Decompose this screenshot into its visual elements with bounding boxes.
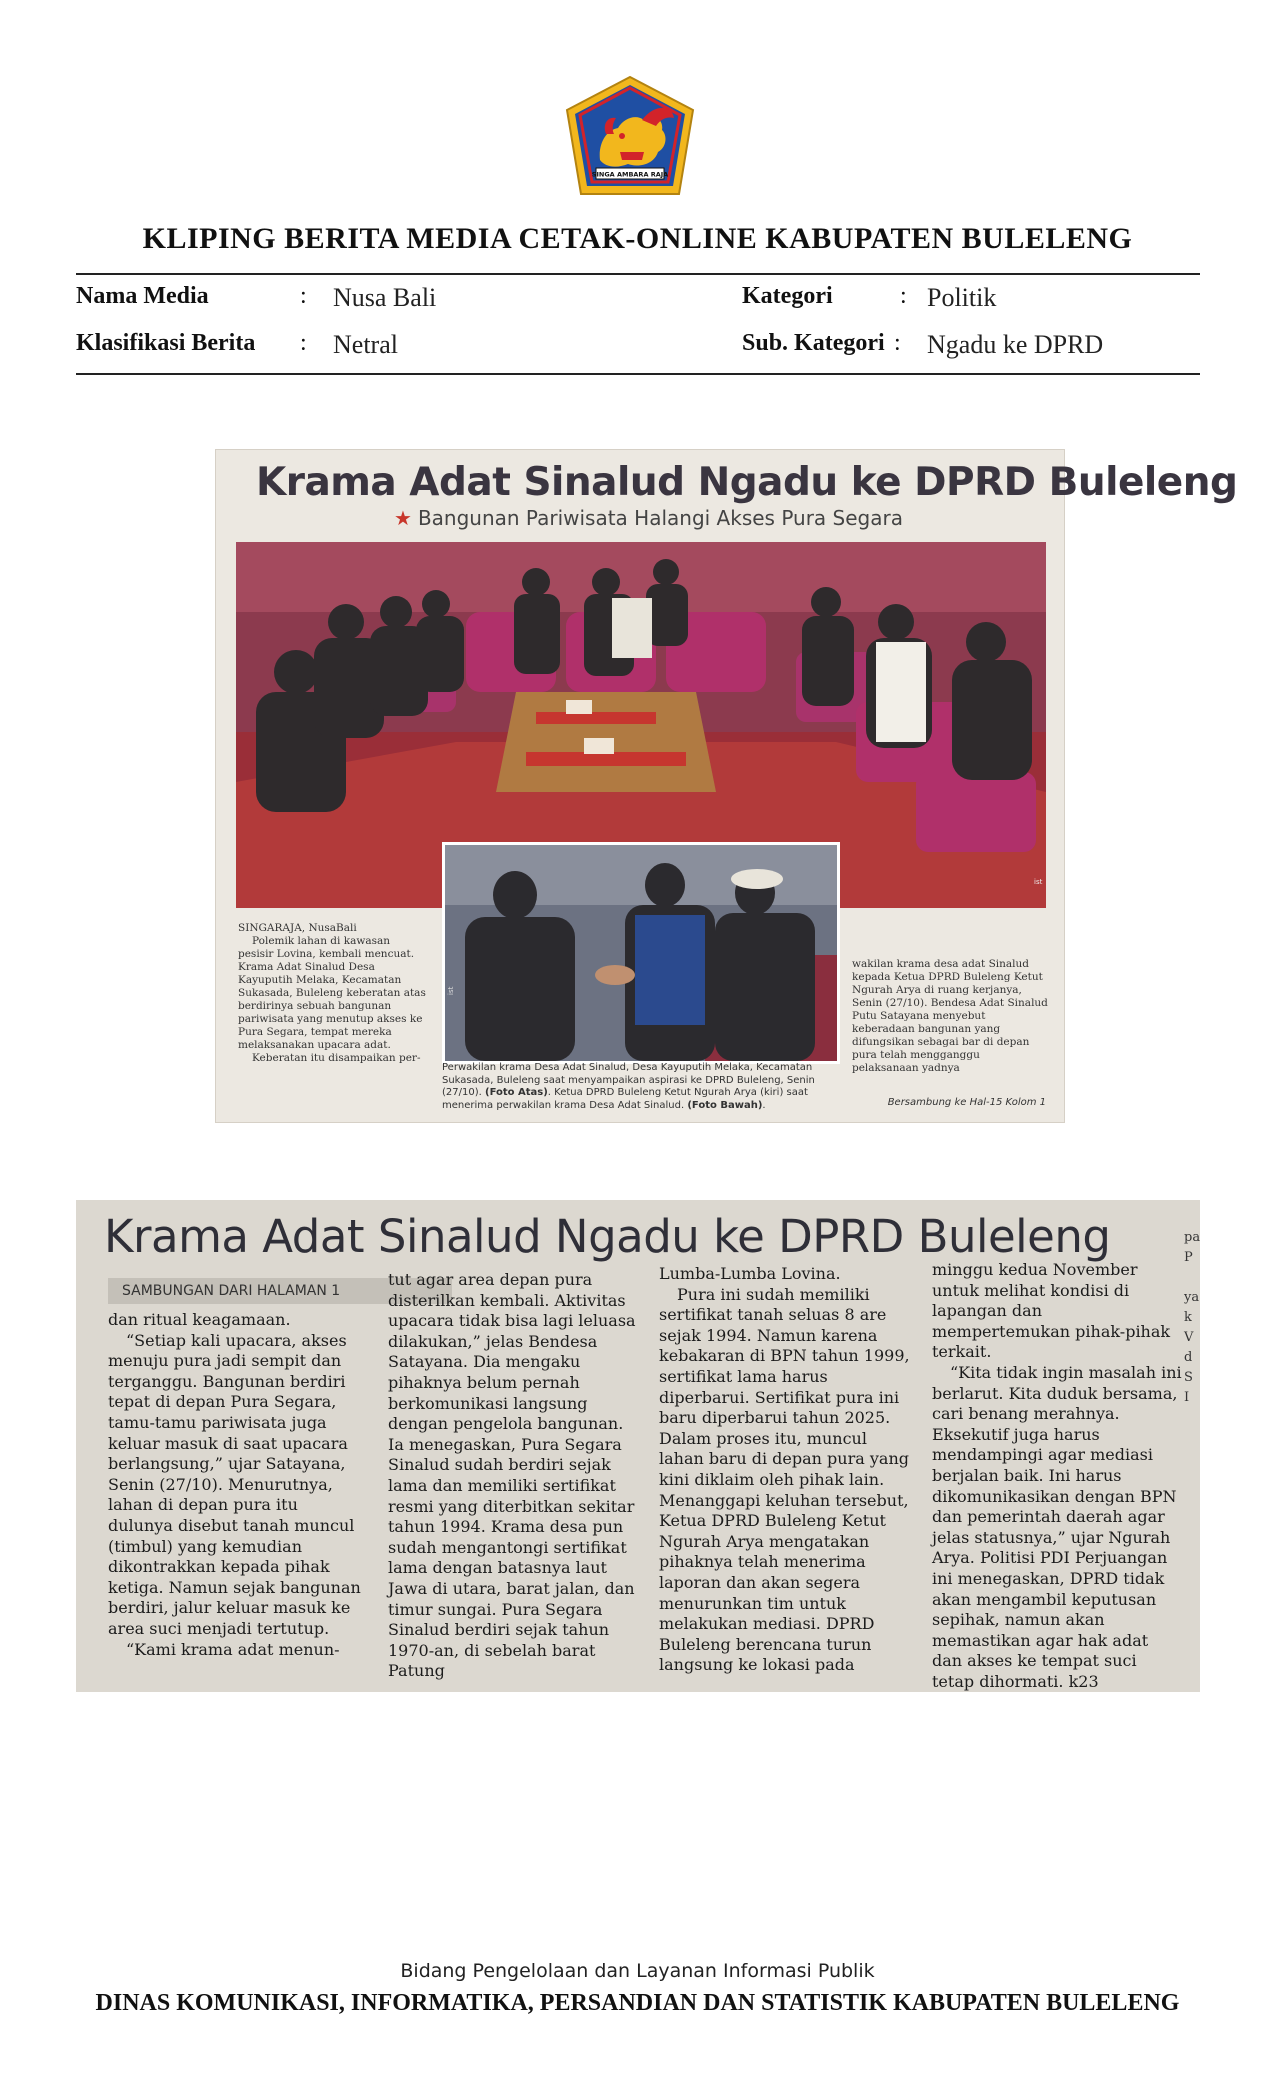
photo-caption <box>442 1062 838 1112</box>
header-bottom-rule <box>76 373 1200 375</box>
klasifikasi-label: Klasifikasi Berita <box>76 330 256 356</box>
article-paragraph: Pura ini sudah memiliki sertifikat tanah seluas 8 are sejak 1994. Namun karena kebakaran di BPN tahun 1999, sertifikat lama harus diperbarui. Sertifikat pura ini baru diperbarui tahun 2025. Dalam proses itu, muncul lahan baru di depan pura yang kini diklaim oleh pihak lain. Menanggapi keluhan tersebut, Ketua DPRD Buleleng Ketut Ngurah Arya mengatakan pihaknya telah menerima laporan dan akan segera menurunkan tim untuk melakukan mediasi. DPRD Buleleng berencana turun langsung ke lokasi pada <box>659 1284 910 1675</box>
article-paragraph: Lumba-Lumba Lovina. <box>659 1264 841 1283</box>
continued-note: Bersambung ke Hal-15 Kolom 1 <box>887 1097 1046 1108</box>
front-left-column <box>238 922 426 1065</box>
front-page-subheadline <box>394 506 903 530</box>
article-paragraph: “Setiap kali upacara, akses menuju pura jadi sempit dan terganggu. Bangunan berdiri tepat di depan Pura Segara, tamu-tamu pariwisata juga keluar masuk di saat upacara berlangsung,” ujar Satayana, Senin (27/10). Menurutnya, lahan di depan pura itu dulunya disebut tanah muncul (timbul) yang kemudian dikontrakkan kepada pihak ketiga. Namun sejak bangunan berdiri, jalur keluar masuk ke area suci menjadi tertutup. <box>108 1330 361 1638</box>
sub-kategori-value: Ngadu ke DPRD <box>927 330 1104 359</box>
continuation-headline: Krama Adat Sinalud Ngadu ke DPRD Buleleng <box>104 1210 1111 1263</box>
subheadline-text: Bangunan Pariwisata Halangi Akses Pura Segara <box>417 506 903 530</box>
star-icon: ★ <box>394 506 412 530</box>
next-article-edge: pa P ya k V d S I <box>1184 1230 1200 1405</box>
svg-text:ist: ist <box>1034 878 1043 886</box>
logo-motto-text: SINGA AMBARA RAJA <box>591 170 669 179</box>
kategori-label: Kategori <box>742 283 833 309</box>
dateline: SINGARAJA, NusaBali <box>238 922 357 934</box>
buleleng-regency-logo <box>562 74 698 200</box>
article-paragraph: dan ritual keagamaan. <box>108 1310 291 1329</box>
article-paragraph: “Kita tidak ingin masalah ini berlarut. Kita duduk bersama, cari benang merahnya. Eksekutif juga harus mendampingi agar mediasi berjalan baik. Ini harus dikomunikasikan dengan BPN dan pemerintah daerah agar jelas statusnya,” ujar Ngurah Arya. Politisi PDI Perjuangan ini menegaskan, DPRD tidak akan mengambil keputusan sepihak, namun akan memastikan agar hak adat dan akses ke tempat suci tetap dihormati. k23 <box>932 1362 1182 1691</box>
caption-credit-2: (Foto Bawah) <box>687 1099 763 1111</box>
handshake-photo <box>442 842 840 1064</box>
front-page-headline: Krama Adat Sinalud Ngadu ke DPRD Buleleng <box>256 460 1238 505</box>
klasifikasi-value: Netral <box>333 330 398 359</box>
continuation-tag: SAMBUNGAN DARI HALAMAN 1 <box>108 1278 452 1304</box>
article-paragraph: minggu kedua November untuk melihat kondisi di lapangan dan mempertemukan pihak-pihak terkait. <box>932 1260 1171 1362</box>
caption-text-2: . Ketua DPRD Buleleng Ketut Ngurah Arya (kiri) saat menerima perwakilan krama Desa Adat Sinalud. <box>442 1087 808 1111</box>
front-page-clipping <box>216 450 1238 1122</box>
kategori-colon: : <box>900 283 907 309</box>
sub-kategori-colon: : <box>894 330 901 356</box>
footer-agency: DINAS KOMUNIKASI, INFORMATIKA, PERSANDIAN DAN STATISTIK KABUPATEN BULELENG <box>95 1990 1180 2016</box>
svg-text:ist: ist <box>447 986 455 995</box>
nama-media-colon: : <box>300 283 307 309</box>
nama-media-value: Nusa Bali <box>333 283 437 312</box>
article-paragraph: “Kami krama adat menun- <box>126 1639 340 1659</box>
front-right-column: wakilan krama desa adat Sinalud kepada Ketua DPRD Buleleng Ketut Ngurah Arya di ruang kerjanya, Senin (27/10). Bendesa Adat Sinalud Putu Satayana menyebut keberadaan bangunan yang difungsikan sebagai bar di depan pura telah mengganggu pelaksanaan yadnya <box>852 958 1048 1074</box>
article-column-4 <box>932 1260 1182 1692</box>
front-left-body-2: Keberatan itu disampaikan per- <box>252 1052 421 1064</box>
header-top-rule <box>76 273 1200 275</box>
article-column-1 <box>108 1310 364 1660</box>
footer-division: Bidang Pengelolaan dan Layanan Informasi Publik <box>400 1960 875 1982</box>
caption-text-1: Perwakilan krama Desa Adat Sinalud, Desa Kayuputih Melaka, Kecamatan Sukasada, Buleleng saat menyampaikan aspirasi ke DPRD Buleleng, Senin (27/10). <box>442 1062 815 1099</box>
article-column-3 <box>659 1264 915 1676</box>
nama-media-label: Nama Media <box>76 283 209 309</box>
sub-kategori-label: Sub. Kategori <box>742 330 885 356</box>
continuation-clipping <box>76 1200 1200 1692</box>
page-title: KLIPING BERITA MEDIA CETAK-ONLINE KABUPATEN BULELENG <box>142 222 1133 255</box>
front-left-body: Polemik lahan di kawasan pesisir Lovina, kembali mencuat. Krama Adat Sinalud Desa Kayuputih Melaka, Kecamatan Sukasada, Buleleng keberatan atas berdirinya sebuah bangunan pariwisata yang menutup akses ke Pura Segara, tempat mereka melaksanakan upacara adat. <box>238 935 426 1051</box>
caption-credit-1: (Foto Atas) <box>485 1087 548 1099</box>
article-paragraph: tut agar area depan pura disterilkan kembali. Aktivitas upacara tidak bisa lagi leluasa dilakukan,” jelas Bendesa Satayana. Dia mengaku pihaknya belum pernah berkomunikasi langsung dengan pengelola bangunan. Ia menegaskan, Pura Segara Sinalud sudah berdiri sejak lama dan memiliki sertifikat resmi yang diterbitkan sekitar tahun 1994. Krama desa pun sudah mengantongi sertifikat lama dengan batasnya laut Jawa di utara, barat jalan, dan timur sungai. Pura Segara Sinalud berdiri sejak tahun 1970-an, di sebelah barat Patung <box>388 1270 636 1681</box>
caption-end: . <box>762 1099 766 1111</box>
kategori-value: Politik <box>927 283 997 312</box>
article-column-2 <box>388 1270 644 1682</box>
klasifikasi-colon: : <box>300 330 307 356</box>
